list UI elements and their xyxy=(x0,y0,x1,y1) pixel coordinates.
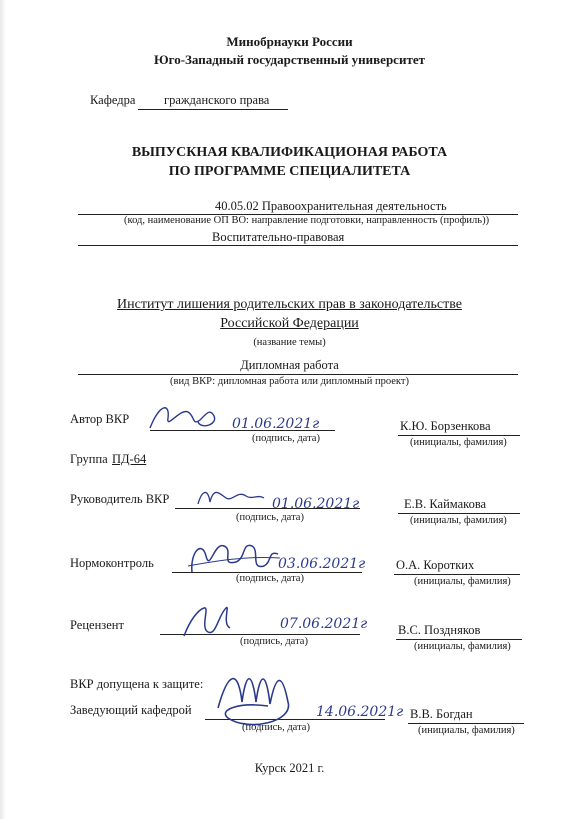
head-label: Заведующий кафедрой xyxy=(70,703,192,717)
ministry-title: Минобрнауки России xyxy=(226,34,353,49)
supervisor-name-caption: (инициалы, фамилия) xyxy=(410,515,507,526)
admitted-label: ВКР допущена к защите: xyxy=(70,677,204,691)
reviewer-label: Рецензент xyxy=(70,618,124,632)
group-label: Группа xyxy=(70,452,108,466)
department-label: Кафедра xyxy=(90,93,136,107)
work-type-caption: (вид ВКР: дипломная работа или дипломный проект) xyxy=(170,376,409,387)
scan-edge xyxy=(0,0,6,819)
supervisor-handwritten-date: 01.06.2021г xyxy=(272,496,360,512)
work-title-line1: ВЫПУСКНАЯ КВАЛИФИКАЦИОНАЯ РАБОТА xyxy=(131,145,448,160)
supervisor-name: Е.В. Каймакова xyxy=(404,497,487,511)
program-profile: Воспитательно-правовая xyxy=(212,230,345,244)
author-sign-caption: (подпись, дата) xyxy=(252,433,320,444)
supervisor-sign-caption: (подпись, дата) xyxy=(236,512,304,523)
head-sign-caption: (подпись, дата) xyxy=(242,722,310,733)
supervisor-name-line xyxy=(398,513,520,514)
author-signature xyxy=(140,398,340,434)
work-title-line2: ПО ПРОГРАММЕ СПЕЦИАЛИТЕТА xyxy=(168,164,411,179)
reviewer-name: В.С. Поздняков xyxy=(398,623,481,637)
normcontrol-name: О.А. Коротких xyxy=(396,558,475,572)
department-underline xyxy=(138,109,288,110)
department-value: гражданского права xyxy=(164,93,270,107)
author-name-caption: (инициалы, фамилия) xyxy=(410,437,507,448)
author-label: Автор ВКР xyxy=(70,412,130,426)
head-name-caption: (инициалы, фамилия) xyxy=(418,725,515,736)
reviewer-sign-caption: (подпись, дата) xyxy=(240,636,308,647)
author-name: К.Ю. Борзенкова xyxy=(400,419,491,433)
topic-line1: Институт лишения родительских прав в законодательстве xyxy=(117,297,462,312)
work-type-value: Дипломная работа xyxy=(240,358,339,372)
reviewer-name-caption: (инициалы, фамилия) xyxy=(414,641,511,652)
author-handwritten-date: 01.06.2021г xyxy=(232,416,320,432)
group-value: ПД-64 xyxy=(112,452,147,466)
author-name-line xyxy=(398,435,520,436)
reviewer-name-line xyxy=(396,639,522,640)
normcontrol-name-caption: (инициалы, фамилия) xyxy=(414,576,511,587)
normcontrol-name-line xyxy=(394,574,520,575)
program-caption: (код, наименование ОП ВО: направление подготовки, направленность (профиль)) xyxy=(124,215,490,226)
topic-caption: (название темы) xyxy=(253,337,326,348)
reviewer-handwritten-date: 07.06.2021г xyxy=(280,616,368,632)
university-title: Юго-Западный государственный университет xyxy=(154,52,425,67)
topic-line2: Российской Федерации xyxy=(220,316,359,331)
supervisor-signature xyxy=(180,480,380,516)
profile-underline xyxy=(78,245,518,246)
normcontrol-handwritten-date: 03.06.2021г xyxy=(278,556,366,572)
city-year: Курск 2021 г. xyxy=(254,761,325,775)
program-code-name: 40.05.02 Правоохранительная деятельность xyxy=(215,199,447,213)
head-handwritten-date: 14.06.2021г xyxy=(316,704,404,720)
work-type-underline xyxy=(78,374,518,375)
head-name-line xyxy=(408,723,524,724)
normcontrol-label: Нормоконтроль xyxy=(70,556,154,570)
supervisor-label: Руководитель ВКР xyxy=(70,492,170,506)
normcontrol-sign-caption: (подпись, дата) xyxy=(236,573,304,584)
head-name: В.В. Богдан xyxy=(410,707,473,721)
